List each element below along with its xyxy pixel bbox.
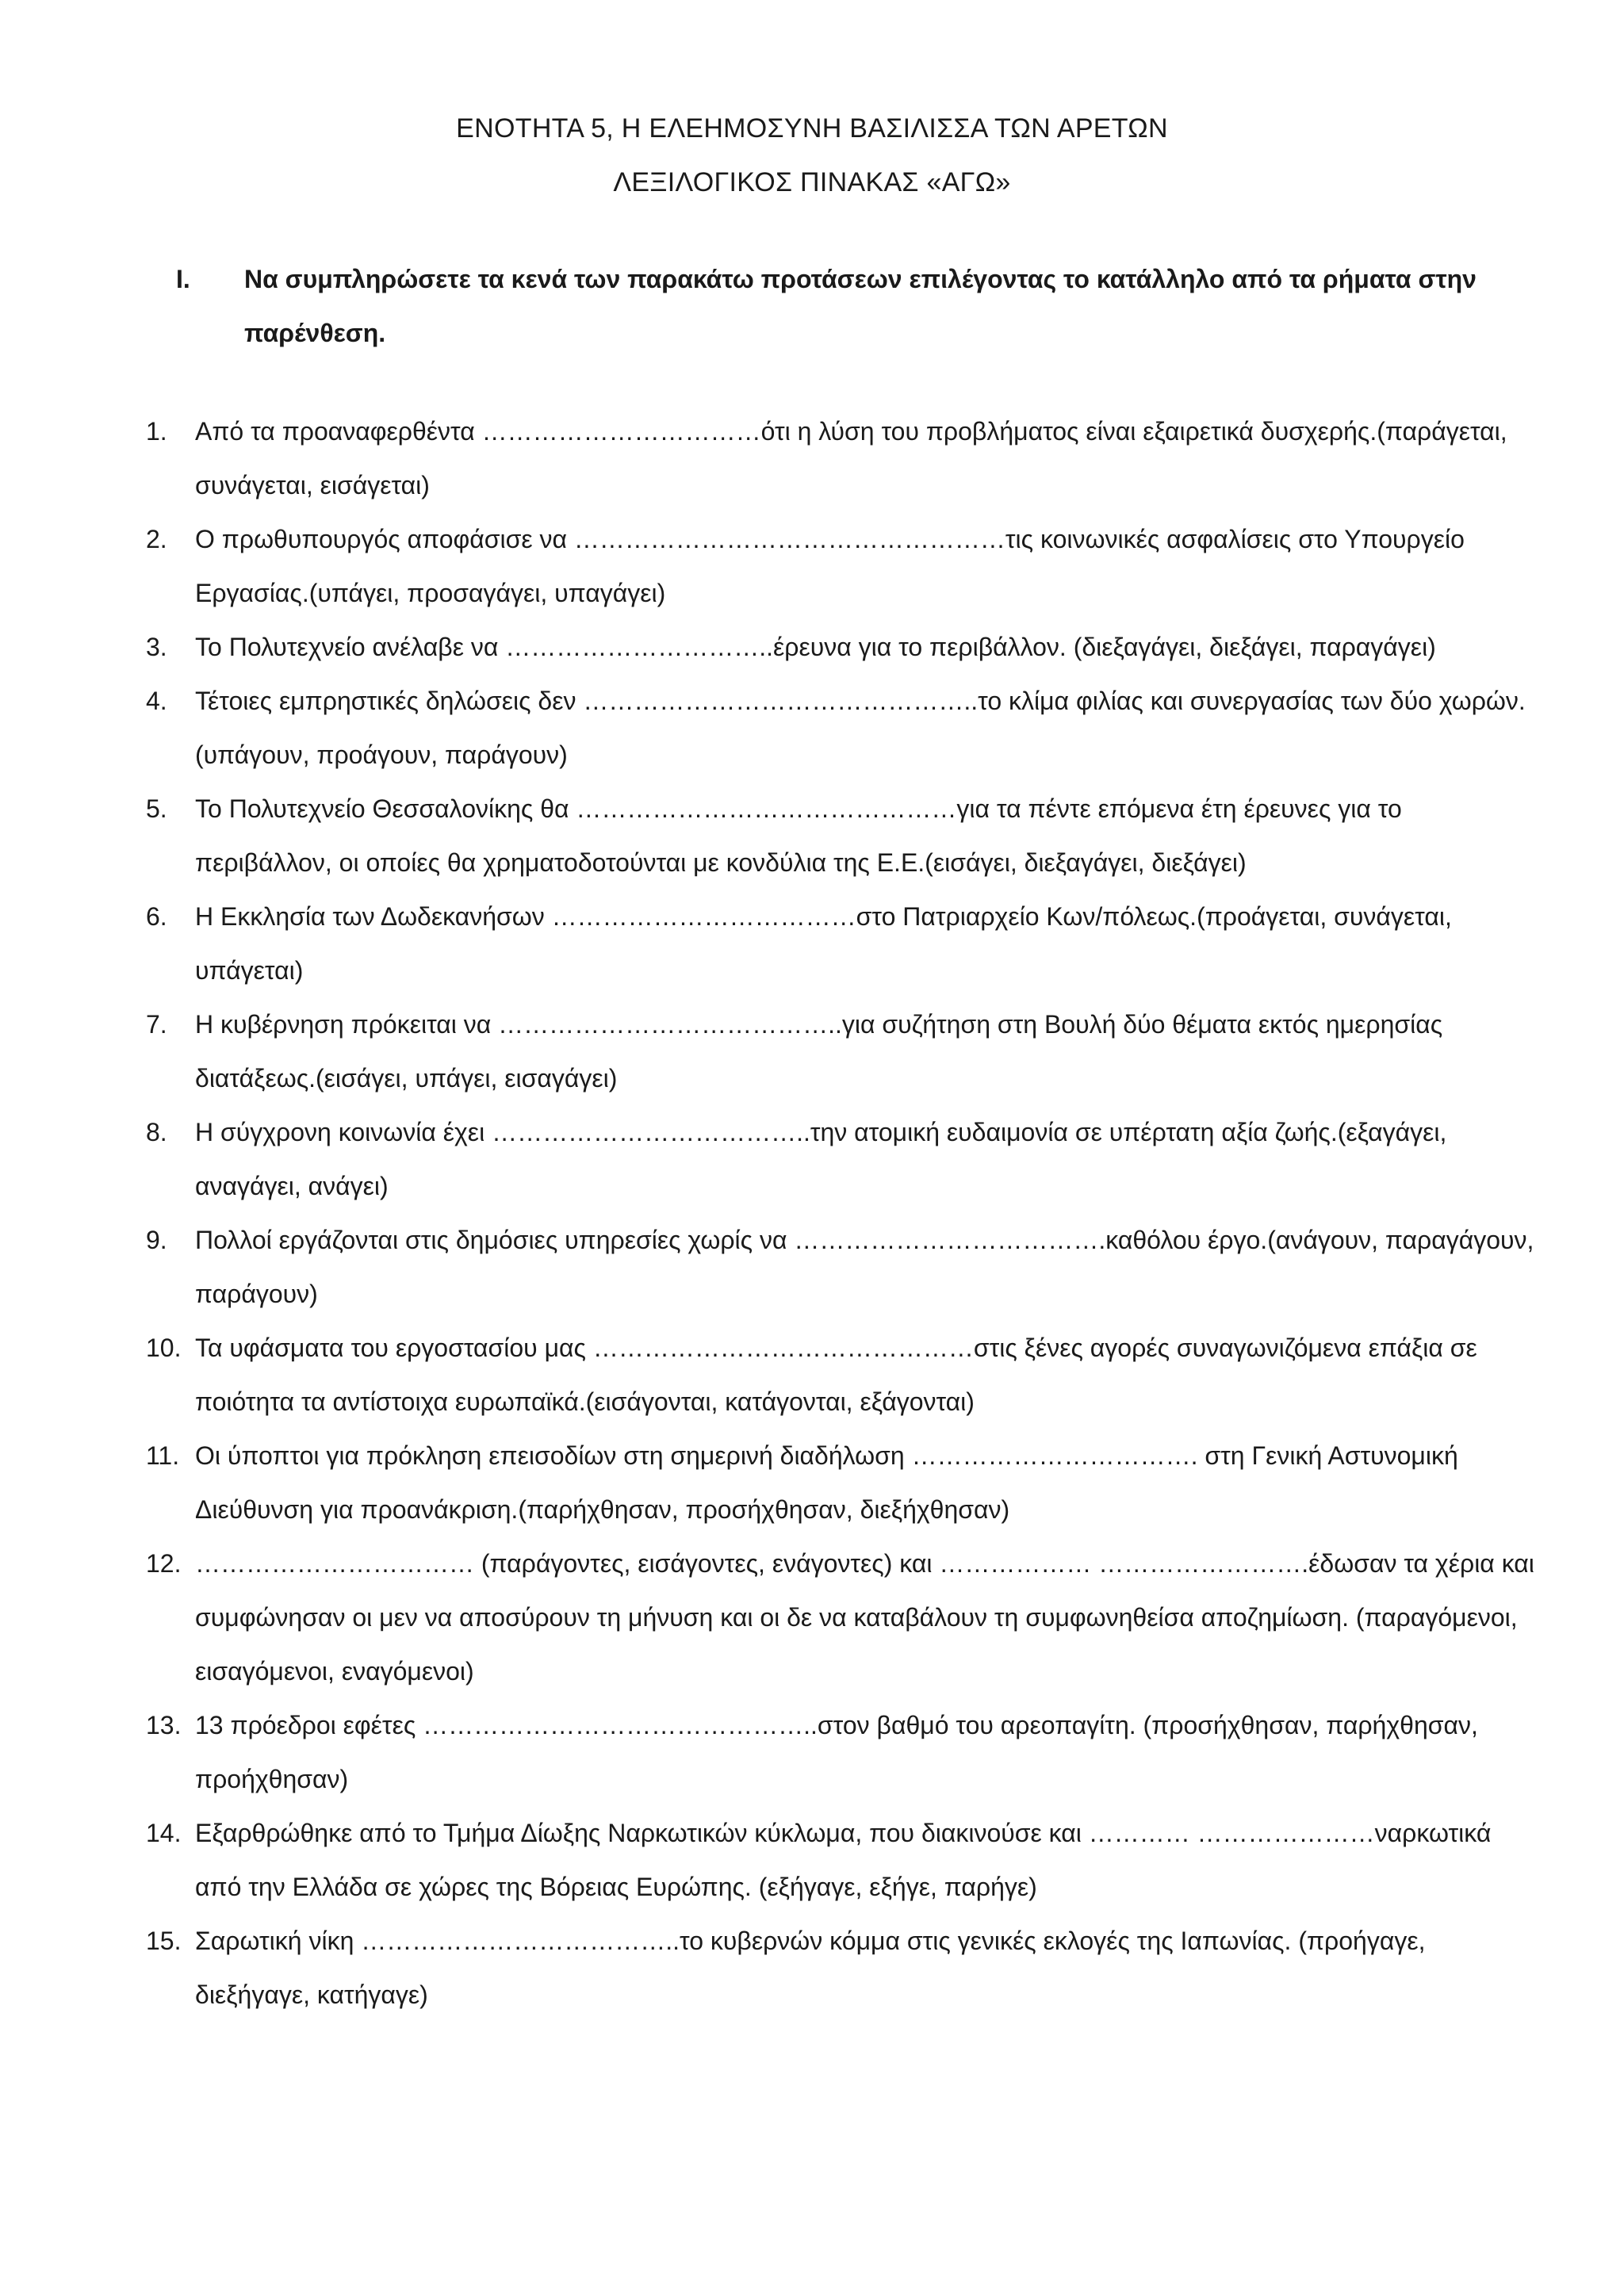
list-item [0,620,1624,674]
item-text: Τα υφάσματα του εργοστασίου μας ………………………………………στις ξένες αγορές συναγωνιζόμενα επάξια σε ποιότητα τα αντίστοιχα ευρωπαϊκά.(εισάγονται, κατάγονται, εξάγονται) [195,1334,1477,1416]
item-text: Σαρωτική νίκη ………………………………..το κυβερνών κόμμα στις γενικές εκλογές της Ιαπωνίας. (προήγαγε, διεξήγαγε, κατήγαγε) [195,1927,1426,2009]
list-item [0,890,1624,997]
item-number: 2. [146,525,167,553]
item-text: Οι ύποπτοι για πρόκληση επεισοδίων στη σημερινή διαδήλωση ……………………………. στη Γενική Αστυνομική Διεύθυνση για προανάκριση.(παρήχθησαν, προσήχθησαν, διεξήχθησαν) [195,1441,1458,1524]
list-item [0,404,1624,512]
list-item [0,1536,1624,1698]
document-header [0,101,1624,209]
list-item [0,1213,1624,1321]
item-number: 13. [146,1711,182,1739]
exercise-list [0,404,1624,2022]
item-text: …………………………… (παράγοντες, εισάγοντες, ενάγοντες) και ……………… …………………….έδωσαν τα χέρια και συμφώνησαν οι μεν να αποσύρουν τη μήνυση και οι δε να καταβάλουν τη συμφωνηθείσα αποζημίωση. (παραγόμενοι, εισαγόμενοι, εναγόμενοι) [195,1549,1534,1686]
item-text: Το Πολυτεχνείο Θεσσαλονίκης θα ………………………………………για τα πέντε επόμενα έτη έρευνες για το περιβάλλον, οι οποίες θα χρηματοδοτούνται με κονδύλια της Ε.Ε.(εισάγει, διεξαγάγει, διεξάγει) [195,794,1402,877]
list-item [0,512,1624,620]
list-item [0,1321,1624,1429]
item-number: 7. [146,1010,167,1039]
item-text: Πολλοί εργάζονται στις δημόσιες υπηρεσίες χωρίς να ……………………………….καθόλου έργο.(ανάγουν, παραγάγουν, παράγουν) [195,1226,1534,1308]
list-item [0,674,1624,782]
item-number: 9. [146,1226,167,1254]
item-text: Ο πρωθυπουργός αποφάσισε να ……………………………………………τις κοινωνικές ασφαλίσεις στο Υπουργείο Εργασίας.(υπάγει, προσαγάγει, υπαγάγει) [195,525,1465,607]
item-text: Εξαρθρώθηκε από το Τμήμα Δίωξης Ναρκωτικών κύκλωμα, που διακινούσε και ………… …………………ναρκωτικά από την Ελλάδα σε χώρες της Βόρειας Ευρώπης. (εξήγαγε, εξήγε, παρήγε) [195,1819,1492,1901]
item-number: 5. [146,794,167,823]
list-item [0,1429,1624,1536]
item-number: 11. [146,1441,180,1470]
item-number: 1. [146,417,167,446]
item-number: 3. [146,633,167,661]
item-number: 6. [146,902,167,931]
list-item [0,1105,1624,1213]
exercise-numeral: I. [176,265,190,293]
item-number: 4. [146,687,167,715]
list-item [0,1806,1624,1914]
exercise-instruction-text: Να συμπληρώσετε τα κενά των παρακάτω προτάσεων επιλέγοντας το κατάλληλο από τα ρήματα στην παρένθεση. [244,265,1477,347]
item-text: Η σύγχρονη κοινωνία έχει ………………………………..την ατομική ευδαιμονία σε υπέρτατη αξία ζωής.(εξαγάγει, αναγάγει, ανάγει) [195,1118,1447,1200]
item-number: 14. [146,1819,182,1847]
list-item [0,1698,1624,1806]
list-item [0,1914,1624,2022]
list-item [0,997,1624,1105]
item-text: 13 πρόεδροι εφέτες ………………………………………..στον βαθμό του αρεοπαγίτη. (προσήχθησαν, παρήχθησαν, προήχθησαν) [195,1711,1478,1793]
item-text: Τέτοιες εμπρηστικές δηλώσεις δεν ………………………………………..το κλίμα φιλίας και συνεργασίας των δύο χωρών.(υπάγουν, προάγουν, παράγουν) [195,687,1526,769]
item-text: Η κυβέρνηση πρόκειται να …………………………………..για συζήτηση στη Βουλή δύο θέματα εκτός ημερησίας διατάξεως.(εισάγει, υπάγει, εισαγάγει) [195,1010,1443,1093]
item-number: 12. [146,1549,182,1578]
exercise-instruction [176,252,1492,360]
item-text: Το Πολυτεχνείο ανέλαβε να …………………………..έρευνα για το περιβάλλον. (διεξαγάγει, διεξάγει, παραγάγει) [195,633,1436,661]
item-text: Η Εκκλησία των Δωδεκανήσων ………………………………στο Πατριαρχείο Κων/πόλεως.(προάγεται, συνάγεται, υπάγεται) [195,902,1452,985]
item-number: 10. [146,1334,182,1362]
header-subtitle: ΛΕΞΙΛΟΓΙΚΟΣ ΠΙΝΑΚΑΣ «ΑΓΩ» [613,167,1011,197]
item-number: 8. [146,1118,167,1146]
list-item [0,782,1624,890]
item-text: Από τα προαναφερθέντα ……………………………ότι η λύση του προβλήματος είναι εξαιρετικά δυσχερής.(παράγεται, συνάγεται, εισάγεται) [195,417,1507,499]
header-title: ΕΝΟΤΗΤΑ 5, Η ΕΛΕΗΜΟΣΥΝΗ ΒΑΣΙΛΙΣΣΑ ΤΩΝ ΑΡΕΤΩΝ [456,113,1168,144]
item-number: 15. [146,1927,182,1955]
